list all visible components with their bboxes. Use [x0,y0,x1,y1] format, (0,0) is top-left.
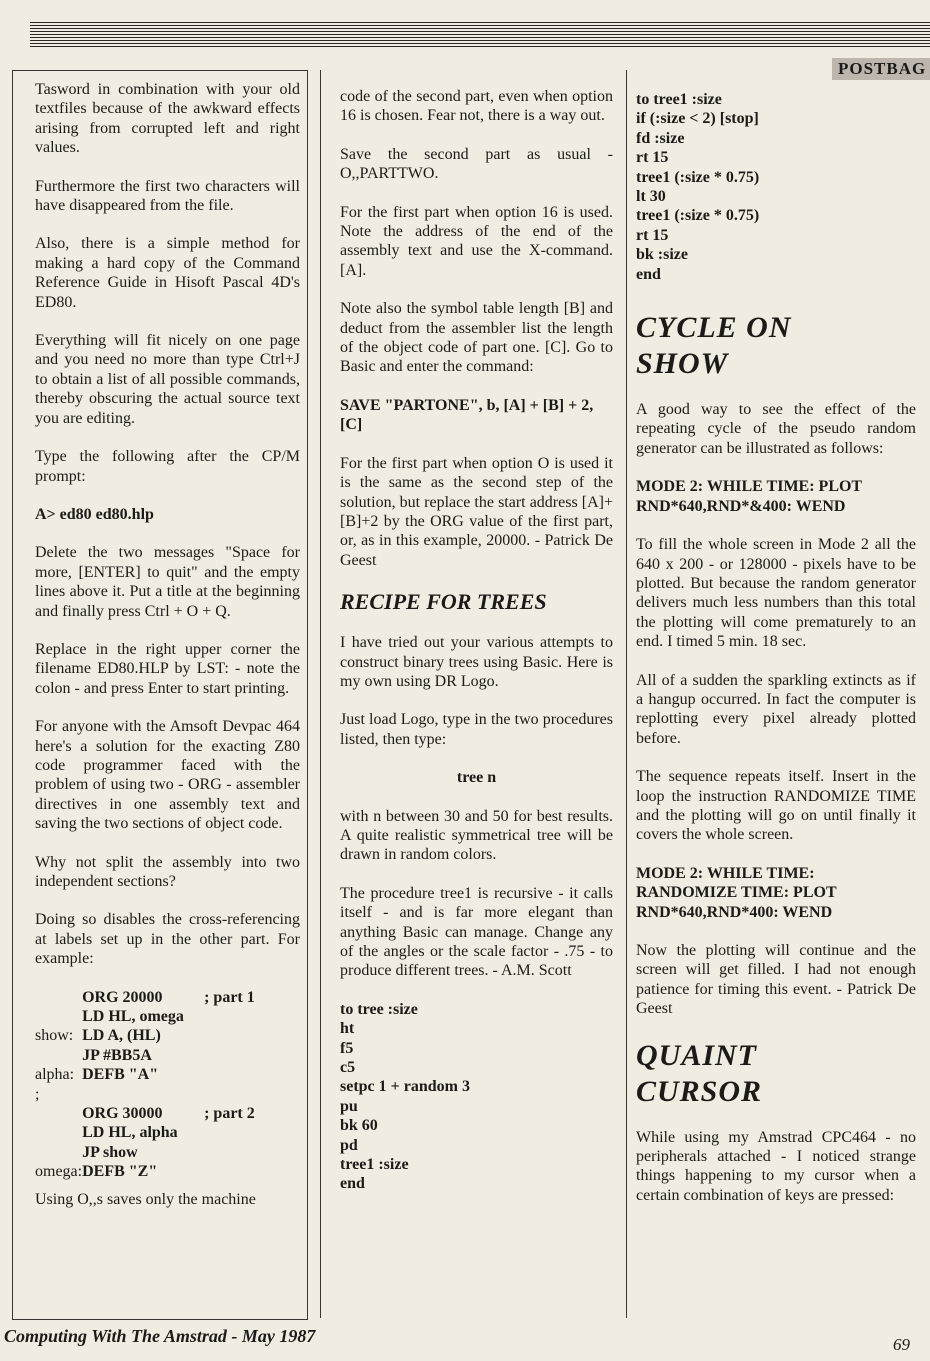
paragraph: To fill the whole screen in Mode 2 all the 640 x 200 - or 128000 - pixels have to be plotted. But because the random generator delivers much less numbers than this total the plotting will come prematurely to an end. I timed 5 min. 18 sec. [636,536,916,651]
asm-comment [204,1065,255,1084]
code-line: end [340,1175,365,1193]
heading-line: CURSOR [636,1074,763,1108]
column-1 [35,80,300,1209]
paragraph: Just load Logo, type in the two procedures listed, then type: [340,711,613,748]
paragraph: The sequence repeats itself. Insert in the loop the instruction RANDOMIZE TIME and the plotting will go on until finally it covers the whole screen. [636,768,916,844]
paragraph: Also, there is a simple method for making a hard copy of the Command Reference Guide in Hisoft Pascal 4D's ED80. [35,235,300,311]
asm-comment [204,1162,255,1181]
asm-comment [204,1046,255,1065]
paragraph: Why not split the assembly into two independent sections? [35,853,300,890]
code-line: end [636,265,661,283]
asm-instr: JP show [82,1143,138,1161]
paragraph: I have tried out your various attempts to construct binary trees using Basic. Here is my own using DR Logo. [340,634,613,690]
code-line: fd :size [636,129,685,147]
column-2 [340,87,613,1194]
asm-comment [204,1085,255,1104]
code-line: setpc 1 + random 3 [340,1078,470,1096]
code-line: tree1 :size [340,1156,409,1174]
asm-label: show: [35,1027,74,1045]
asm-instr: LD HL, omega [82,1008,184,1026]
heading-line: SHOW [636,347,729,381]
code-line: tree1 (:size * 0.75) [636,168,760,186]
command-line: SAVE "PARTONE", b, [A] + [B] + 2, [C] [340,396,594,434]
code-line: MODE 2: WHILE TIME: RANDOMIZE TIME: PLOT RND*640,RND*400: WEND [636,864,837,921]
asm-row [35,988,255,1007]
command-line: A> ed80 ed80.hlp [35,505,154,523]
code-line: rt 15 [636,226,669,244]
asm-row [35,1162,255,1181]
command-line: tree n [456,769,497,787]
asm-row [35,1046,255,1065]
asm-row [35,1026,255,1045]
code-line: to tree :size [340,1000,418,1018]
asm-label: omega: [35,1163,83,1181]
asm-label [35,1123,82,1142]
paragraph: Furthermore the first two characters will have disappeared from the file. [35,177,300,215]
paragraph: Using O,,s saves only the machine [35,1190,256,1208]
logo-listing [340,1000,613,1194]
asm-comment [204,1026,255,1045]
asm-instr [82,1085,204,1104]
code-line: bk 60 [340,1117,378,1135]
assembly-listing [35,988,255,1182]
asm-label [35,1104,82,1123]
header-rules [30,22,930,48]
asm-comment: ; part 2 [204,1105,255,1123]
asm-instr: LD HL, alpha [82,1124,178,1142]
logo-listing [636,90,916,284]
column-3 [636,90,916,1205]
page-number: 69 [893,1335,910,1354]
code-line: bk :size [636,246,688,264]
asm-label: alpha: [35,1066,75,1084]
code-line: rt 15 [636,149,669,167]
column-divider-1 [320,70,321,1318]
asm-label [35,1007,82,1026]
paragraph: For the first part when option O is used it is the same as the second step of the solution, but replace the start address [A]+[B]+2 by the ORG value of the first part, or, as in this example, 20000. - Patrick De Geest [340,454,613,569]
paragraph: A good way to see the effect of the repeating cycle of the pseudo random generator can be illustrated as follows: [636,401,916,457]
paragraph: The procedure tree1 is recursive - it calls itself - and is far more elegant than anything Basic can manage. Change any of the angles or the scale factor - .75 - to produce different trees. - A.M. Scott [340,884,613,980]
code-line: if (:size < 2) [stop] [636,110,759,128]
paragraph: with n between 30 and 50 for best results. A quite realistic symmetrical tree will be drawn in random colors. [340,807,613,864]
code-line: MODE 2: WHILE TIME: PLOT RND*640,RND*&400: WEND [636,478,862,515]
code-line: f5 [340,1039,354,1057]
column-divider-2 [626,70,627,1318]
paragraph: Delete the two messages "Space for more, [ENTER] to quit" and the empty lines above it. Put a title at the beginning and finally press Ctrl + O + Q. [35,544,300,620]
paragraph: Type the following after the CP/M prompt: [35,448,300,485]
code-line: lt 30 [636,188,666,206]
asm-row [35,1123,255,1142]
paragraph: For the first part when option 16 is used. Note the address of the end of the assembly text and use the X-command. [A]. [340,203,613,279]
section-heading [636,1038,916,1110]
asm-label: ; [35,1085,40,1103]
code-line: pu [340,1097,358,1115]
asm-comment [204,1123,255,1142]
asm-comment [204,1143,255,1162]
asm-row [35,1007,255,1026]
paragraph: Replace in the right upper corner the filename ED80.HLP by LST: - note the colon - and press Enter to start printing. [35,640,300,697]
asm-label [35,988,82,1007]
heading-line: QUAINT [636,1038,758,1072]
code-line: c5 [340,1059,356,1077]
section-tab: POSTBAG [832,58,930,80]
asm-instr: JP #BB5A [82,1046,152,1064]
asm-comment: ; part 1 [204,988,255,1006]
code-line: ht [340,1020,355,1038]
asm-instr: ORG 30000 [82,1105,163,1123]
paragraph: code of the second part, even when option 16 is chosen. Fear not, there is a way out. [340,88,613,125]
code-line: tree1 (:size * 0.75) [636,207,760,225]
section-heading [636,310,916,382]
paragraph: For anyone with the Amsoft Devpac 464 here's a solution for the exacting Z80 code programmer faced with the problem of using two - ORG - assembler directives in one assembly text and saving the two sections of object code. [35,718,300,833]
asm-instr: ORG 20000 [82,988,163,1006]
footer-title: Computing With The Amstrad - May 1987 [4,1326,316,1346]
paragraph: Doing so disables the cross-referencing at labels set up in the other part. For example: [35,911,300,968]
paragraph: Note also the symbol table length [B] and deduct from the assembler list the length of the object code of part one. [C]. Go to Basic and enter the command: [340,300,613,376]
paragraph: While using my Amstrad CPC464 - no peripherals attached - I noticed strange things happening to my cursor when a certain combination of keys are pressed: [636,1128,916,1204]
code-line: to tree1 :size [636,91,722,108]
paragraph: Now the plotting will continue and the screen will get filled. I had not enough patience for timing this event. - Patrick De Geest [636,942,916,1018]
paragraph: All of a sudden the sparkling extincts as if a hangup occurred. In fact the computer is replotting every pixel already plotted before. [636,671,916,747]
asm-instr: DEFB "A" [82,1066,159,1084]
section-heading: RECIPE FOR TREES [340,589,547,615]
paragraph: Everything will fit nicely on one page and you need no more than type Ctrl+J to obtain a list of all possible commands, thereby obscuring the actual source text you are editing. [35,332,300,427]
asm-row [35,1104,255,1123]
asm-row [35,1143,255,1162]
asm-label [35,1046,82,1065]
heading-line: CYCLE ON [636,311,792,345]
asm-row [35,1065,255,1084]
asm-instr: DEFB "Z" [82,1163,158,1181]
asm-label [35,1143,82,1162]
asm-comment [204,1007,255,1026]
asm-row [35,1085,255,1104]
paragraph: Tasword in combination with your old textfiles because of the awkward effects arising from corrupted left and right values. [35,81,300,157]
asm-instr: LD A, (HL) [82,1027,161,1045]
paragraph: Save the second part as usual - O,,PARTTWO. [340,145,613,183]
code-line: pd [340,1136,358,1154]
